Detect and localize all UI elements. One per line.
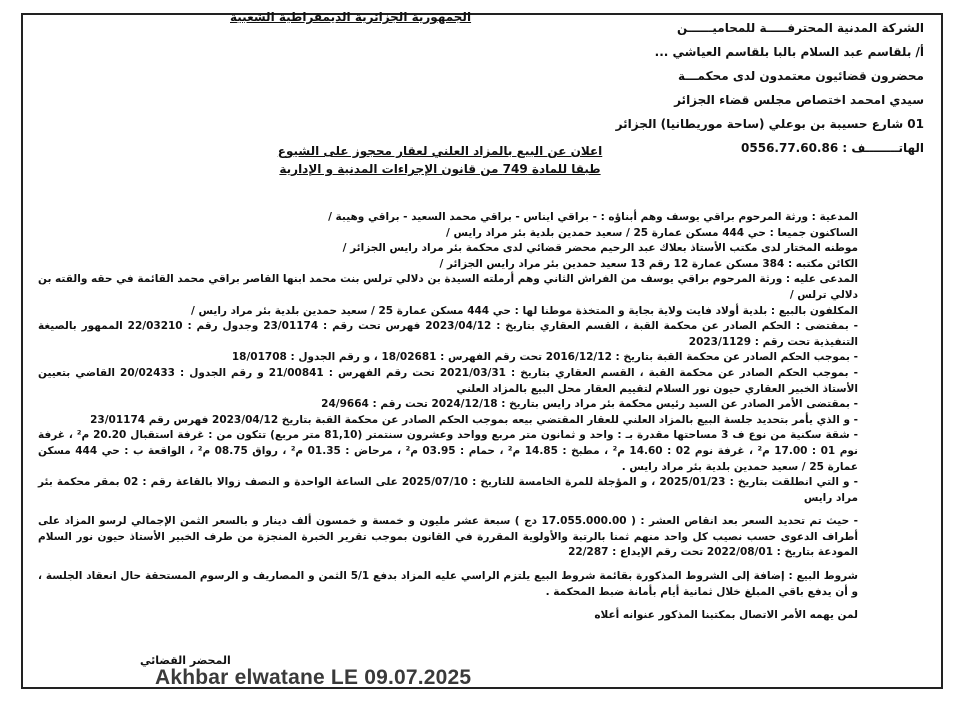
body-paragraph: شروط البيع : إضافة إلى الشروط المذكورة بقائمة شروط البيع يلتزم الراسي عليه المزاد بدفع 5/1 الثمن و المصاريف و الرسوم المستحقة حال انعقاد الجلسة ، و أن يدفع باقي المبلغ خلال ثمانية أيام بأمانة ضبط المحكمة .: [38, 570, 858, 598]
body-paragraph: - بمقتضى الأمر الصادر عن السيد رئيس محكمة بئر مراد رايس بتاريخ : 2024/12/18 تحت رقم : 24/9664: [321, 398, 858, 411]
republic-heading: الجمهورية الجزائرية الديمقراطية الشعبية: [230, 10, 472, 24]
body-paragraph: - بموجب الحكم الصادر عن محكمة القبة ، القسم العقاري بتاريخ : 2021/03/31 تحت رقم الفهرس : 21/00841 و رقم الجدول : 20/02433 القاضي بتعيين الأستاذ الخبير العقاري حيون نور السلام لتقييم العقار محل البيع بالمزاد العلني: [38, 366, 858, 395]
office-header: [594, 16, 924, 160]
body-paragraph: - و الذي يأمر بتحديد جلسة البيع بالمزاد العلني للعقار المقتضي بيعه بموجب الحكم الصادر عن محكمة القبة بتاريخ 2023/04/12 فهرس رقم 23/01174: [90, 413, 858, 426]
body-paragraph: - بمقتضى : الحكم الصادر عن محكمة القبة ، القسم العقاري بتاريخ : 2023/04/12 فهرس تحت رقم : 23/01174 وجدول رقم : 22/03210 الممهور بالصيغة التنفيذية تحت رقم : 2023/1129: [38, 320, 858, 348]
notice-subtitle: طبقا للمادة 749 من قانون الإجراءات المدنية و الإدارية: [279, 162, 601, 176]
body-paragraph: الساكنون جميعا : حي 444 مسكن عمارة 25 / سعيد حمدين بلدية بئر مراد رايس /: [446, 226, 858, 239]
body-paragraph: موطنه المختار لدى مكتب الأستاذ بعلاك عبد الرحيم محضر قضائي لدى محكمة بئر مراد رايس الجزائر /: [342, 242, 858, 255]
body-paragraph: المدعى عليه : ورثة المرحوم براقي يوسف من الفراش الثاني وهم أرملته السيدة بن دلالي ترلس بنت محمد ابنها القاصر براقي محمد القائمة في حقه والقته بن دلالي ترلس /: [38, 273, 858, 301]
newspaper-stamp: Akhbar elwatane LE 09.07.2025: [155, 666, 472, 689]
contact-line: لمن يهمه الأمر الاتصال بمكتبنا المذكور عنوانه أعلاه: [594, 609, 858, 622]
body-paragraph: - حيث تم تحديد السعر بعد انقاص العشر : ( 17.055.000.00 دج ) سبعة عشر مليون و خمسة و خمسون ألف دينار و بالسعر الثمن الإجمالي لرسو المزاد على أطراف الدعوى حسب نصيب كل واحد منهم ثمنا بالرتبة والأولوية المقررة في القانون بموجب تقرير الخبرة المنجزة من طرف الخبير الأستاذ حيون نور السلام المودعة بتاريخ : 2022/08/01 تحت رقم الإيداع : 22/287: [38, 515, 858, 559]
body-paragraph: - بموجب الحكم الصادر عن محكمة القبة بتاريخ : 2016/12/12 تحت رقم الفهرس : 18/02681 ، و رقم الجدول : 18/01708: [231, 351, 858, 364]
body-paragraph: - شقة سكنية من نوع ف 3 مساحتها مقدرة بـ : واحد و ثمانون متر مربع وواحد وعشرون سنتمتر (81,10 متر مربع) تتكون من : غرفة استقبال 20.20 م² ، غرفة نوم 01 : 17.00 م² ، غرفة نوم 02 : 14.60 م² ، مطبخ : 14.85 م² ، حمام : 03.95 م² ، مرحاض : 01.35 م² ، رواق 08.75 م² ، الواقعة ب : حي 444 مسكن عمارة 25 / سعيد حمدين بلدية بئر مراد رايس .: [38, 429, 858, 473]
office-header-line: 01 شارع حسيبة بن بوعلي (ساحة موريطانيا) الجزائر: [615, 117, 924, 131]
office-phone: الهاتــــــــف : 0556.77.60.86: [741, 141, 924, 155]
body-paragraph: - و التي انطلقت بتاريخ : 2025/01/23 ، و المؤجلة للمرة الخامسة للتاريخ : 2025/07/10 على الساعة الواحدة و النصف زوالا بالقاعة رقم : 02 بمقر محكمة بئر مراد رايس: [38, 476, 858, 504]
office-header-line: محضرون قضائيون معتمدون لدى محكمـــة: [677, 69, 924, 83]
signature-label: المحضر القضائي: [140, 654, 231, 667]
body-paragraph: المدعية : ورثة المرحوم براقي يوسف وهم أبناؤه : - براقي ايناس - براقي محمد السعيد - براقي وهيبة /: [328, 211, 858, 223]
body-paragraph: المكلفون بالبيع : بلدية أولاد فايت ولاية بجاية و المتخذة موطنا لها : حي 444 مسكن عمارة 25 / سعيد حمدين بلدية بئر مراد رايس /: [191, 304, 858, 317]
office-header-line: الشركة المدنية المحترفـــــة للمحاميــــــن: [676, 21, 924, 35]
notice-title-block: [250, 142, 630, 178]
body-paragraph: الكائن مكتبه : 384 مسكن عمارة 12 رقم 13 سعيد حمدين بئر مراد رايس الجزائر /: [439, 257, 858, 270]
notice-body: [38, 210, 858, 624]
office-header-line: أ/ بلقاسم عبد السلام بالبا بلقاسم العياشي ...: [654, 45, 924, 59]
office-header-line: سيدي امحمد اختصاص مجلس قضاء الجزائر: [674, 93, 924, 107]
notice-title: اعلان عن البيع بالمزاد العلني لعقار محجوز على الشيوع: [277, 144, 603, 158]
